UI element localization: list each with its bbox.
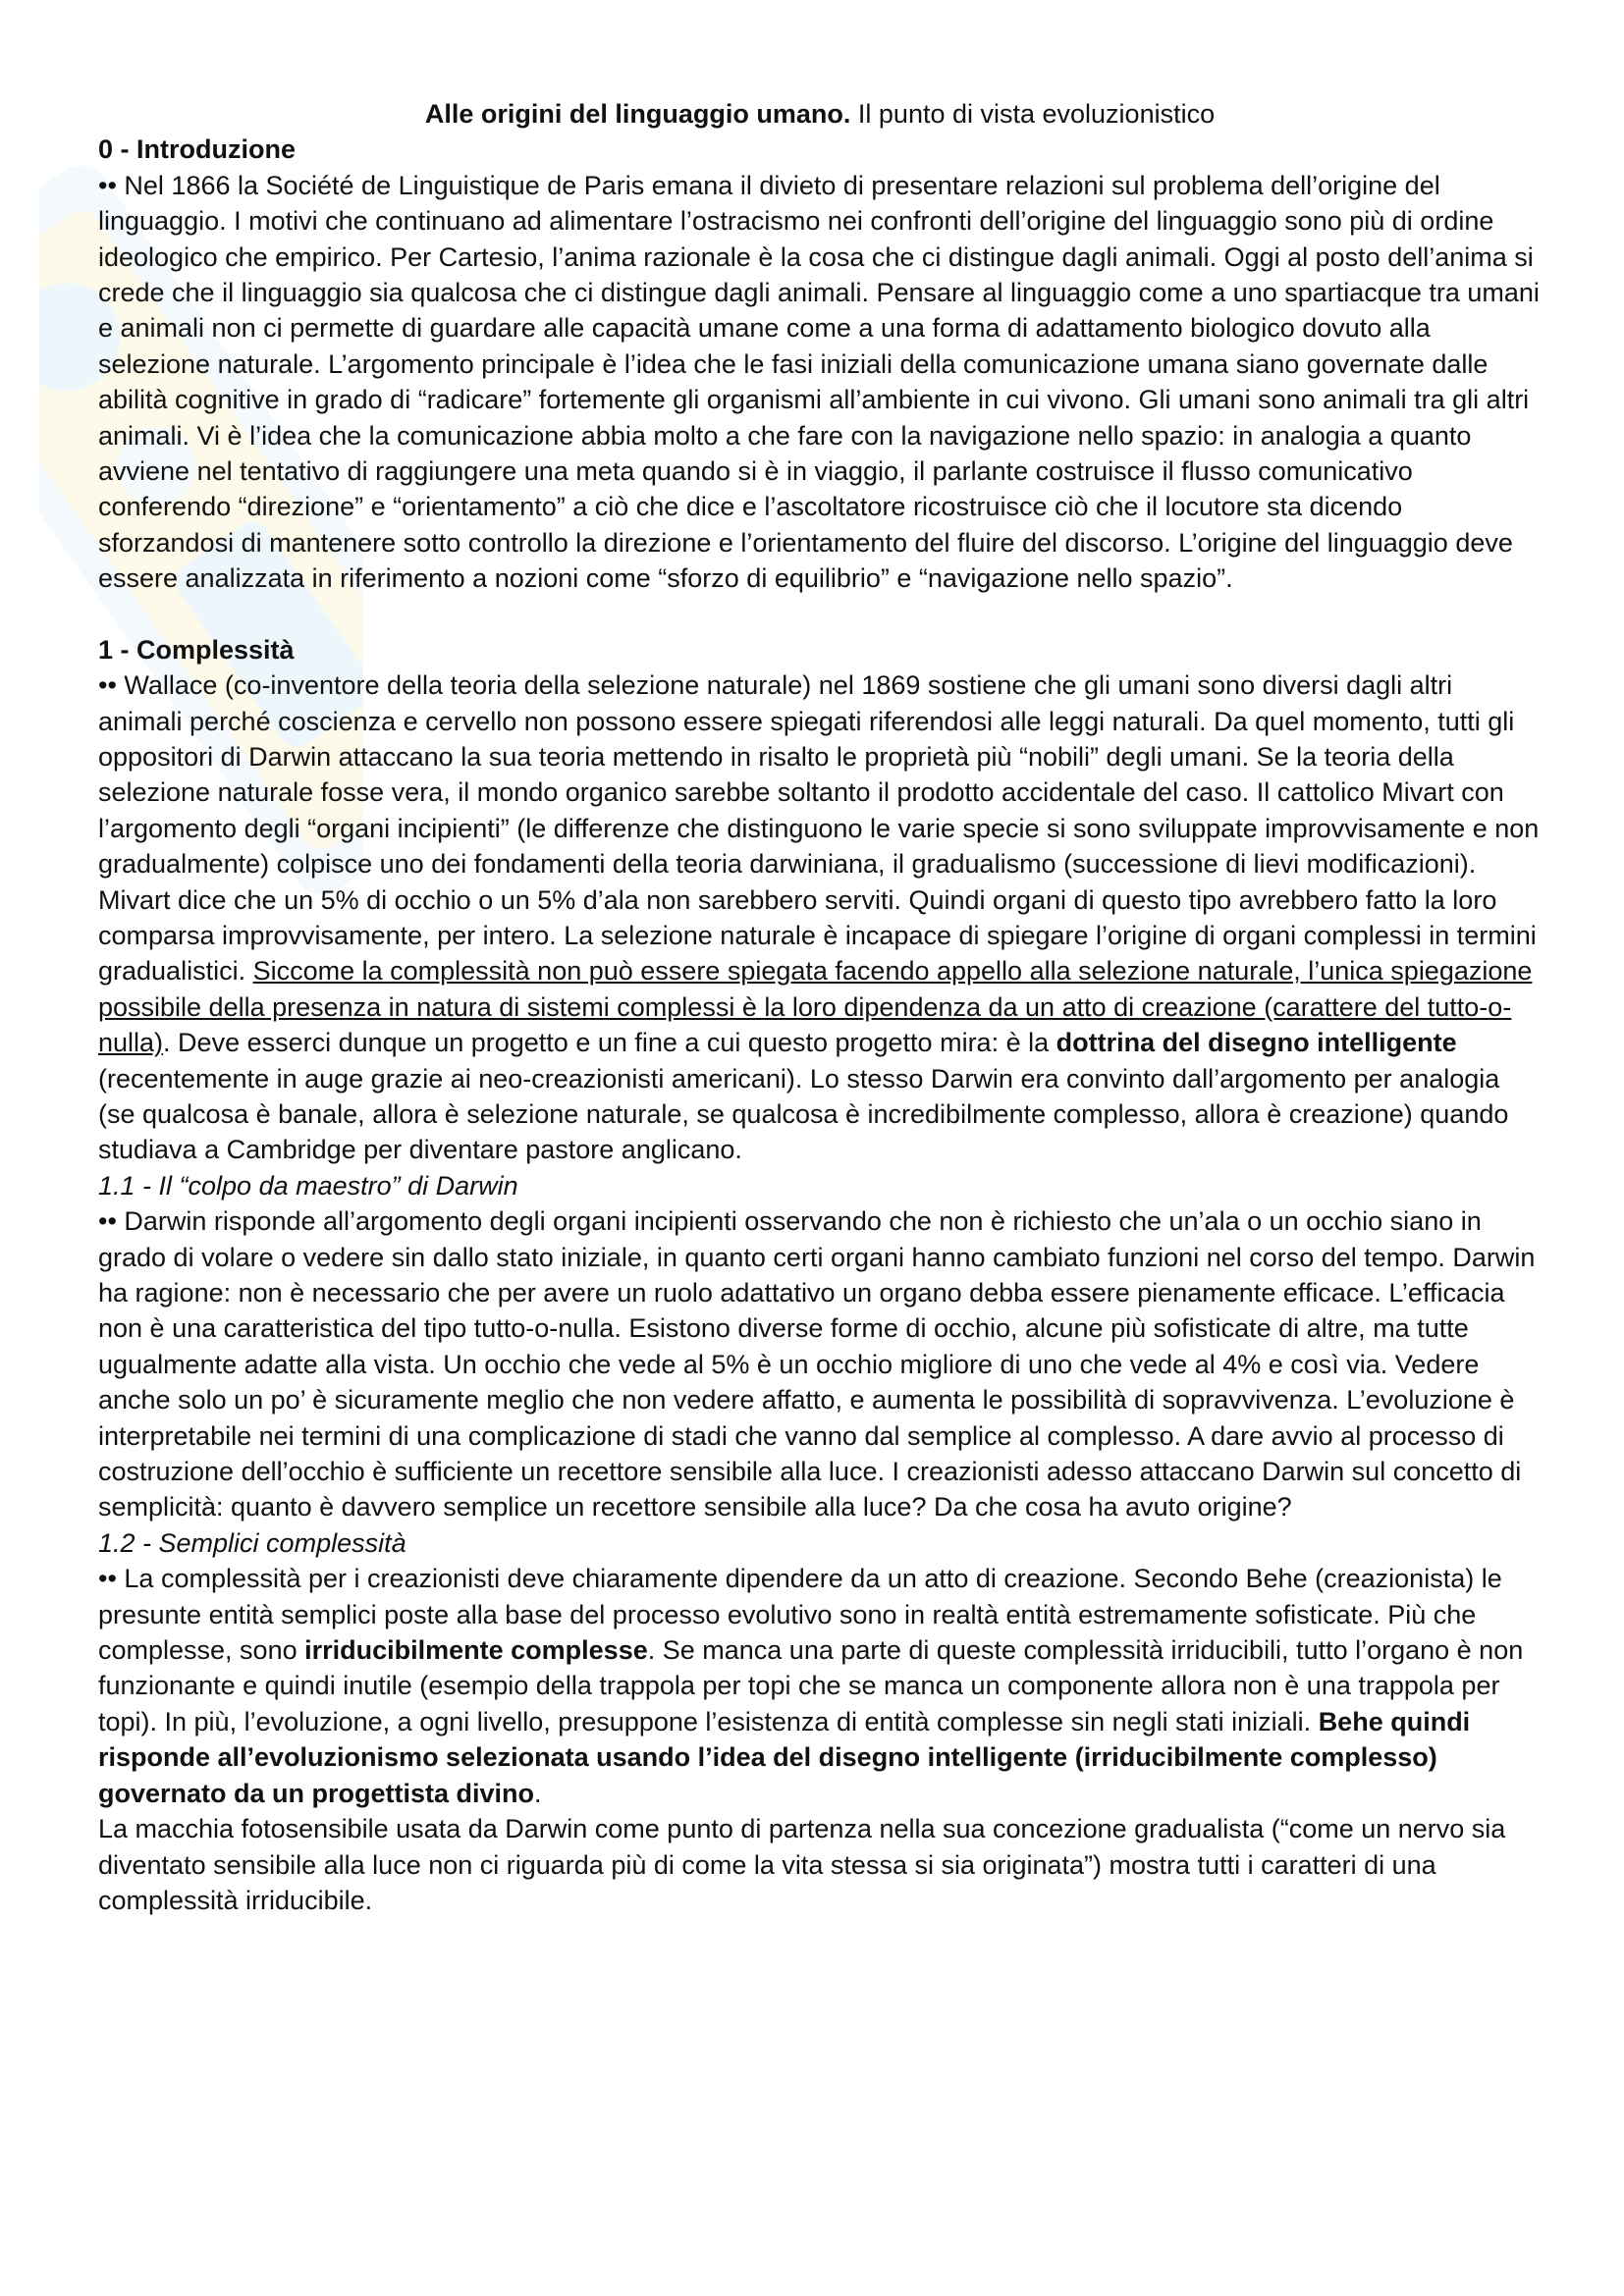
para-text: . Deve esserci dunque un progetto e un fine a cui questo progetto mira: è la bbox=[163, 1028, 1056, 1058]
section-1-paragraph-1 bbox=[98, 667, 1542, 1168]
title-bold: Alle origini del linguaggio umano. bbox=[424, 99, 851, 129]
underlined-text: Siccome la complessità non può essere spiegata facendo appello alla selezione naturale, l’unica spiegazione possibile della presenza in natura di sistemi complessi è la loro dipendenza da un atto di creazione (carattere del tutto-o-nulla) bbox=[98, 956, 1533, 1058]
para-text: •• Wallace (co-inventore della teoria della selezione naturale) nel 1869 sostiene che gli umani sono diversi dagli altri animali perché coscienza e cervello non possono essere spiegati riferendosi alle leggi naturali. Da quel momento, tutti gli oppositori di Darwin attaccano la sua teoria mettendo in risalto le proprietà più “nobili” degli umani. Se la teoria della selezione naturale fosse vera, il mondo organico sarebbe soltanto il prodotto accidentale del caso. Il cattolico Mivart con l’argomento degli “organi incipienti” (le differenze che distinguono le varie specie si sono sviluppate improvvisamente e non gradualmente) colpisce uno dei fondamenti della teoria darwiniana, il gradualismo (successione di lievi modificazioni). Mivart dice che un 5% di occhio o un 5% d’ala non sarebbero serviti. Quindi organi di questo tipo avrebbero fatto la loro comparsa improvvisamente, per intero. La selezione naturale è incapace di spiegare l’origine di organi complessi in termini gradualistici. bbox=[98, 670, 1540, 987]
section-1-paragraph-3 bbox=[98, 1561, 1542, 1811]
document-title bbox=[98, 96, 1542, 132]
section-1-heading: 1 - Complessità bbox=[98, 634, 295, 665]
subsection-1-1-heading: 1.1 - Il “colpo da maestro” di Darwin bbox=[98, 1170, 518, 1201]
para-text: . Se manca una parte di queste complessità irriducibili, tutto l’organo è non funzionante e quindi inutile (esempio della trappola per topi che se manca un componente allora non è una trappola per topi). In più, l’evoluzione, a ogni livello, presuppone l’esistenza di entità complesse sin negli stati iniziali. bbox=[98, 1635, 1524, 1736]
section-1-paragraph-2: •• Darwin risponde all’argomento degli organi incipienti osservando che non è richiesto che un’ala o un occhio siano in grado di volare o vedere sin dallo stato iniziale, in quanto certi organi hanno cambiato funzioni nel corso del tempo. Darwin ha ragione: non è necessario che per avere un ruolo adattativo un organo debba essere pienamente efficace. L’efficacia non è una caratteristica del tipo tutto-o-nulla. Esistono diverse forme di occhio, alcune più sofisticate di altre, ma tutte ugualmente adatte alla vista. Un occhio che vede al 5% è un occhio migliore di uno che vede al 4% e così via. Vedere anche solo un po’ è sicuramente meglio che non vedere affatto, e aumenta le possibilità di sopravvivenza. L’evoluzione è interpretabile nei termini di una complicazione di stadi che vanno dal semplice al complesso. A dare avvio al processo di costruzione dell’occhio è sufficiente un recettore sensibile alla luce. I creazionisti adesso attaccano Darwin sul concetto di semplicità: quanto è davvero semplice un recettore sensibile alla luce? Da che cosa ha avuto origine? bbox=[98, 1206, 1536, 1522]
bold-text: Behe quindi risponde all’evoluzionismo selezionata usando l’idea del disegno intelligente (irriducibilmente complesso) governato da un progettista divino bbox=[98, 1706, 1471, 1808]
document-page bbox=[98, 96, 1542, 1918]
subsection-1-2-heading: 1.2 - Semplici complessità bbox=[98, 1527, 406, 1558]
para-text: (recentemente in auge grazie ai neo-creazionisti americani). Lo stesso Darwin era convinto dall’argomento per analogia (se qualcosa è banale, allora è selezione naturale, se qualcosa è incredibilmente complesso, allora è creazione) quando studiava a Cambridge per diventare pastore anglicano. bbox=[98, 1063, 1509, 1165]
section-0-heading: 0 - Introduzione bbox=[98, 134, 296, 165]
section-gap bbox=[98, 597, 1542, 632]
bold-text: irriducibilmente complesse bbox=[304, 1635, 648, 1666]
bold-text: dottrina del disegno intelligente bbox=[1056, 1028, 1457, 1058]
title-rest: Il punto di vista evoluzionistico bbox=[850, 99, 1216, 129]
section-0-paragraph: •• Nel 1866 la Société de Linguistique de Paris emana il divieto di presentare relazioni sul problema dell’origine del linguaggio. I motivi che continuano ad alimentare l’ostracismo nei confronti dell’origine del linguaggio sono più di ordine ideologico che empirico. Per Cartesio, l’anima razionale è la cosa che ci distingue dagli animali. Oggi al posto dell’anima si crede che il linguaggio sia qualcosa che ci distingue dagli animali. Pensare al linguaggio come a uno spartiacque tra umani e animali non ci permette di guardare alle capacità umane come a una forma di adattamento biologico dovuto alla selezione naturale. L’argomento principale è l’idea che le fasi iniziali della comunicazione umana siano governate dalle abilità cognitive in grado di “radicare” fortemente gli organismi all’ambiente in cui vivono. Gli umani sono animali tra gli altri animali. Vi è l’idea che la comunicazione abbia molto a che fare con la navigazione nello spazio: in analogia a quanto avviene nel tentativo di raggiungere una meta quando si è in viaggio, il parlante costruisce il flusso comunicativo conferendo “direzione” e “orientamento” a ciò che dice e l’ascoltatore ricostruisce ciò che il locutore sta dicendo sforzandosi di mantenere sotto controllo la direzione e l’orientamento del fluire del discorso. L’origine del linguaggio deve essere analizzata in riferimento a nozioni come “sforzo di equilibrio” e “navigazione nello spazio”. bbox=[98, 170, 1540, 594]
para-text: •• La complessità per i creazionisti deve chiaramente dipendere da un atto di creazione. Secondo Behe (creazionista) le presunte entità semplici poste alla base del processo evolutivo sono in realtà entità estremamente sofisticate. Più che complesse, sono bbox=[98, 1564, 1502, 1666]
para-text: . bbox=[534, 1778, 542, 1808]
section-1-paragraph-4: La macchia fotosensibile usata da Darwin come punto di partenza nella sua concezione gradualista (“come un nervo sia diventato sensibile alla luce non ci riguarda più di come la vita stessa si sia originata”) mostra tutti i caratteri di una complessità irriducibile. bbox=[98, 1814, 1506, 1915]
